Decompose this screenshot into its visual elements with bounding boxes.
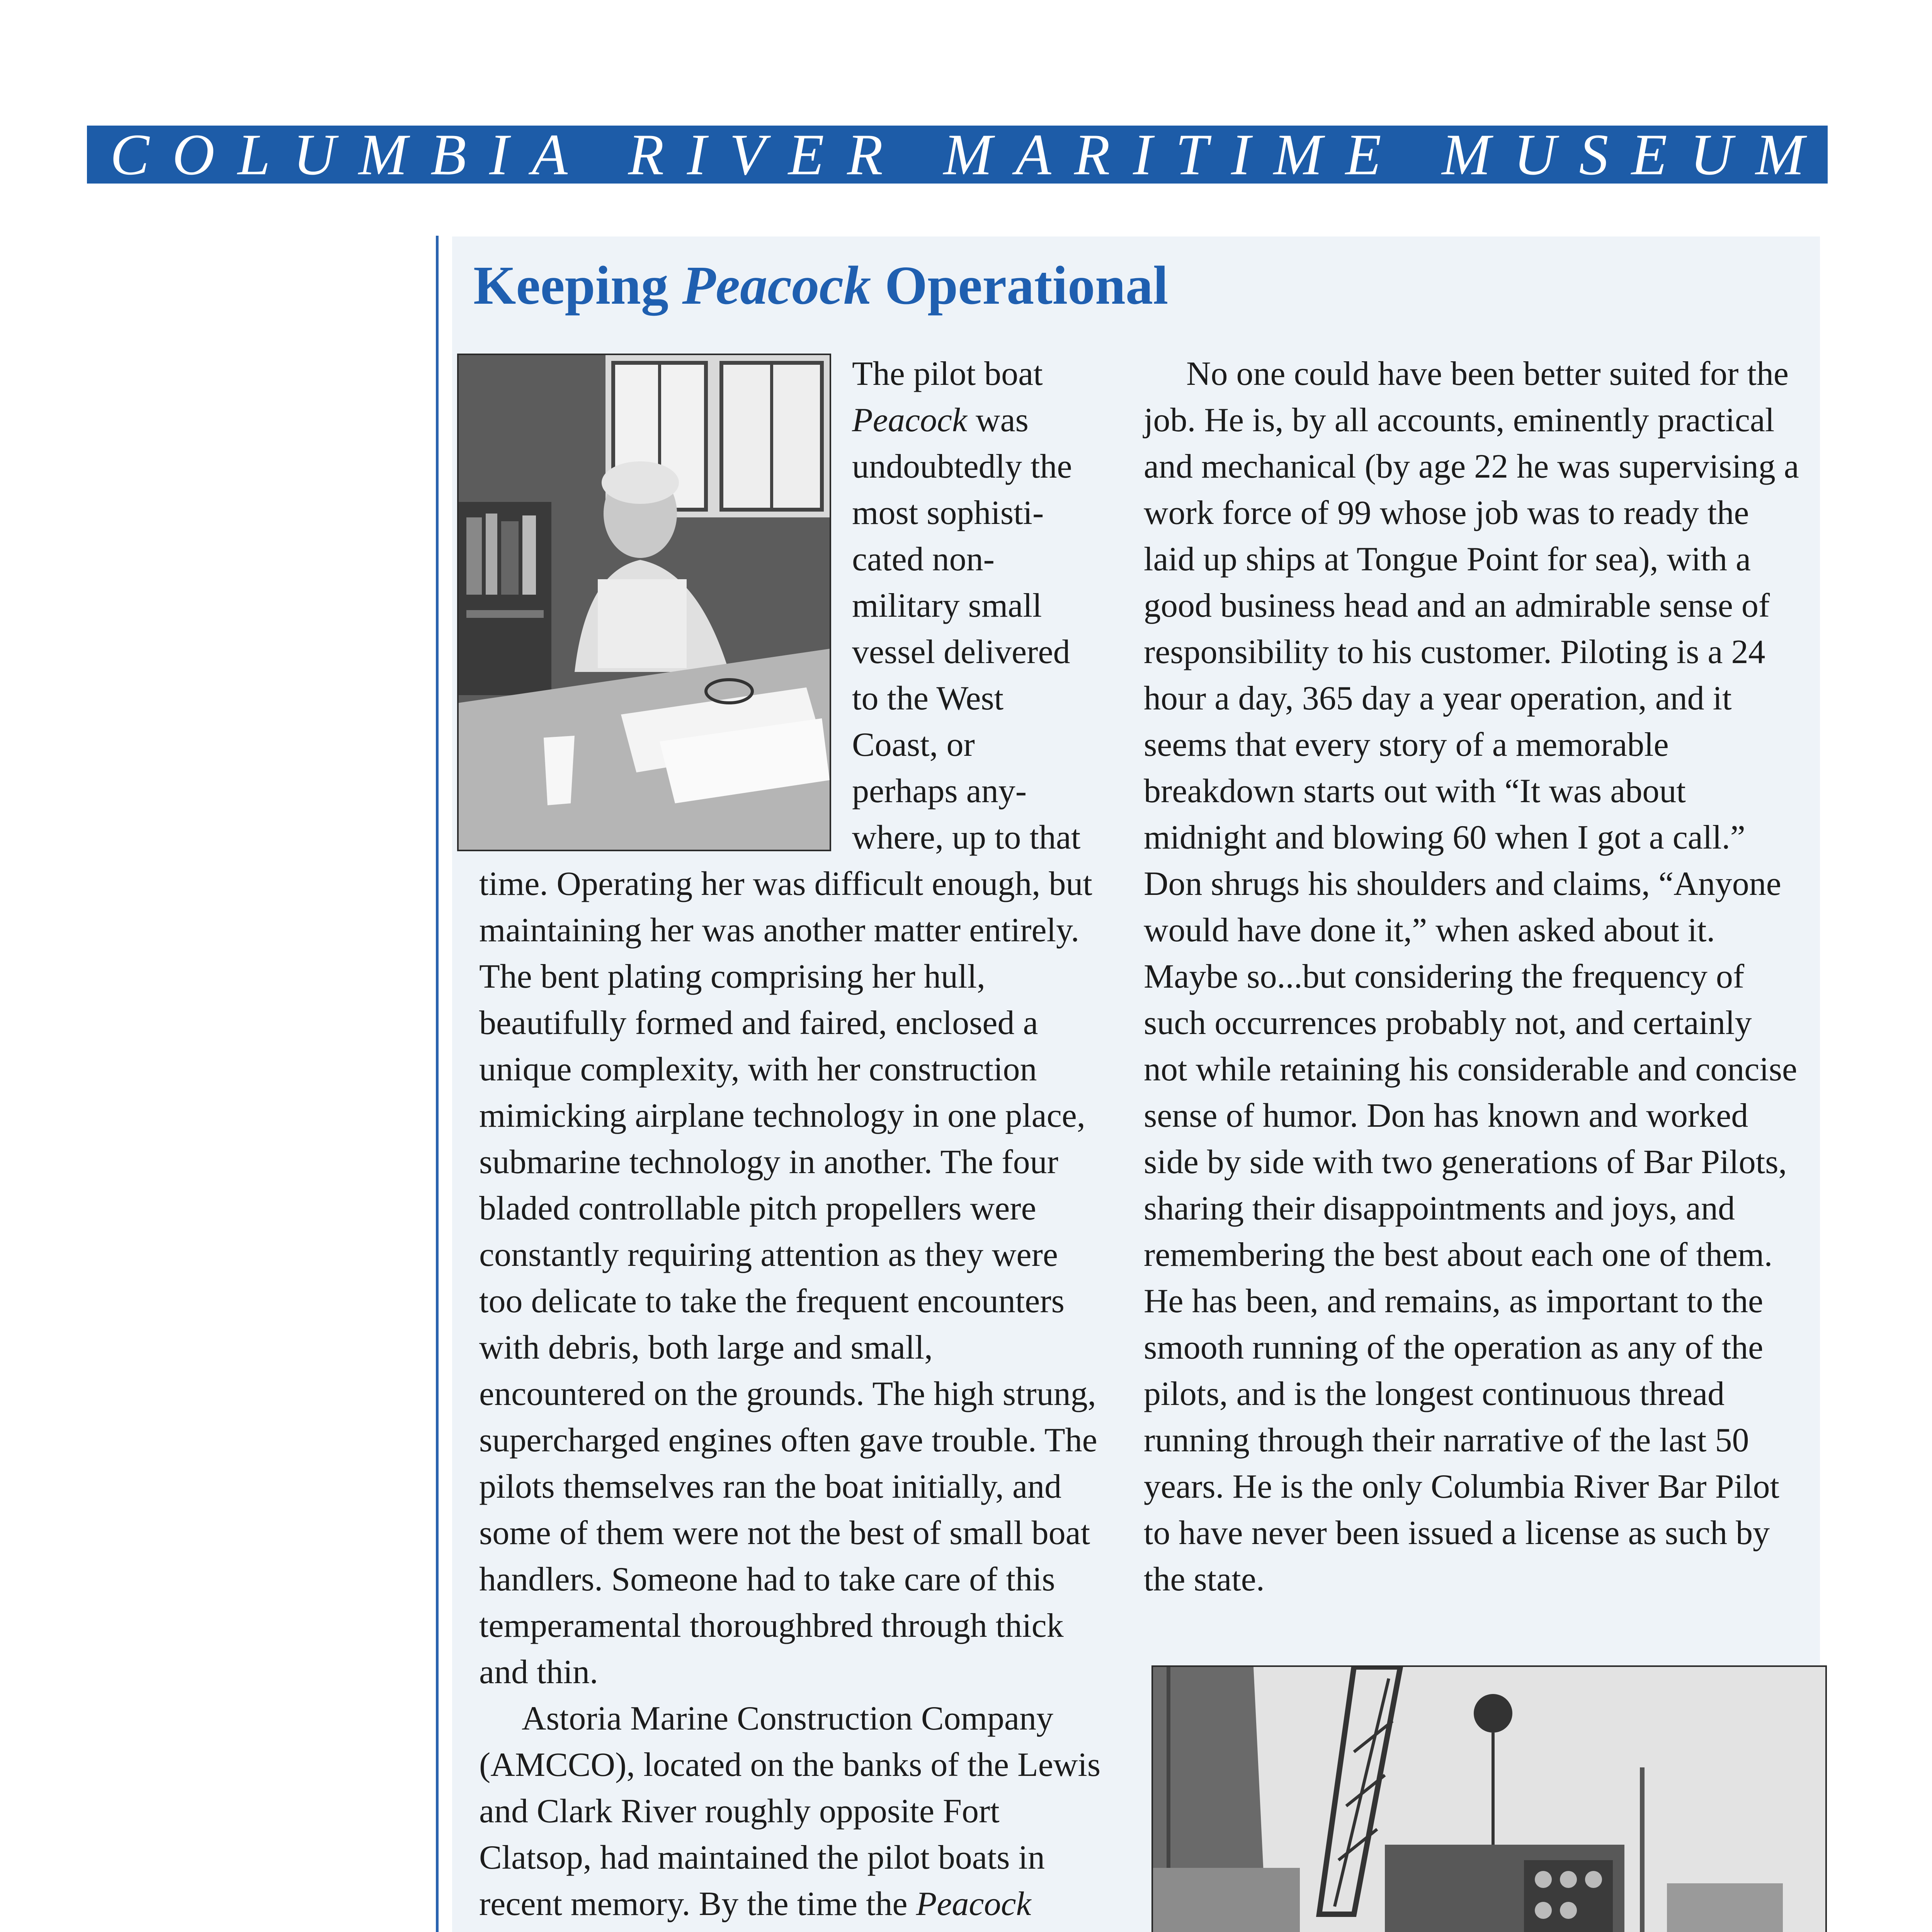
wrap-line	[852, 722, 1103, 768]
wrap-line-text: was	[967, 401, 1029, 439]
wrap-line-text: where, up to that	[852, 819, 1081, 856]
wrap-line-text: most sophisti-	[852, 494, 1044, 532]
right-column-text	[1144, 351, 1801, 1603]
wrap-line	[852, 490, 1103, 536]
masthead-space	[590, 125, 605, 184]
masthead-letter: E	[788, 122, 824, 187]
title-vessel-name: Peacock	[682, 255, 871, 316]
photo-man-at-desk	[457, 354, 831, 851]
right-paragraph: No one could have been better suited for the job. He is, by all accounts, eminently practical and mechanical (by age 22 he was supervising a work force of 99 whose job was to ready the laid up ships at Tongue Point for sea), with a good business head and an admirable sense of responsibility to his customer. Piloting is a 24 hour a day, 365 day a year operation, and it seems that every story of a memorable breakdown starts out with “It was about midnight and blowing 60 when I got a call.” Don shrugs his shoulders and claims, “Anyone would have done it,” when asked about it. Maybe so...but considering the frequency of such occurrences probably not, and certainly not while retaining his considerable and concise sense of humor. Don has known and worked side by side with two generations of Bar Pilots, sharing their disappointments and joys, and remembering the best about each one of them. He has been, and remains, as important to the smooth running of the operation as any of the pilots, and is the longest continuous thread running through their narrative of the last 50 years. He is the only Columbia River Bar Pilot to have never been issued a license as such by the state.	[1144, 355, 1799, 1598]
masthead-letter: R	[628, 122, 664, 187]
masthead-letter: I	[687, 122, 707, 187]
masthead-letter: I	[1231, 122, 1251, 187]
masthead-letter: U	[293, 122, 336, 187]
masthead-space	[1404, 125, 1419, 184]
title-part-2: Operational	[871, 255, 1168, 316]
paragraph-2	[479, 1696, 1105, 1932]
wrap-line-text: Coast, or	[852, 726, 975, 764]
masthead-letter: A	[532, 122, 568, 187]
masthead-letter: C	[110, 122, 150, 187]
masthead-letter: E	[1631, 122, 1667, 187]
masthead-letter: M	[1442, 122, 1491, 187]
title-part-1: Keeping	[473, 255, 682, 316]
wrap-line	[852, 397, 1103, 444]
wrap-line	[852, 629, 1103, 675]
left-column-wrap-text	[852, 351, 1103, 861]
desk-photo-drawing	[459, 355, 830, 850]
vertical-rule	[436, 236, 439, 1932]
wrap-line	[852, 768, 1103, 815]
wrap-line-text: perhaps any-	[852, 772, 1027, 810]
wrap-line-italic: Peacock	[852, 401, 967, 439]
wrap-line-text: to the West	[852, 680, 1004, 717]
paragraph-2-vessel-name-1: Peacock	[916, 1885, 1031, 1923]
masthead-letter: V	[729, 122, 765, 187]
paragraph-2-part-a: Astoria Marine Construction Company (AMCCO), located on the banks of the Lewis and Clark River roughly opposite Fort Clatsop, had maintained the pilot boats in recent memory. By the time the	[479, 1700, 1101, 1923]
masthead-letter: T	[1175, 122, 1208, 187]
masthead-letter: I	[489, 122, 509, 187]
wrap-line-text: military small	[852, 587, 1042, 624]
masthead-banner	[87, 122, 1828, 187]
article-title	[473, 255, 1168, 315]
masthead-letter: O	[172, 122, 215, 187]
masthead-letter: U	[1690, 122, 1733, 187]
masthead-letter: M	[1273, 122, 1323, 187]
wrap-line-text: vessel delivered	[852, 633, 1070, 671]
wrap-line	[852, 536, 1103, 583]
masthead-letter: E	[1345, 122, 1381, 187]
left-column-text	[479, 861, 1105, 1932]
masthead-letter: R	[1074, 122, 1110, 187]
wrap-line	[852, 351, 1103, 397]
masthead-letter: R	[847, 122, 883, 187]
wrap-line-text: The pilot boat	[852, 355, 1043, 393]
masthead-letter: M	[1755, 122, 1804, 187]
masthead-letter: M	[358, 122, 408, 187]
photo-pilot-boat	[1151, 1665, 1827, 1932]
wrap-line-text: undoubtedly the	[852, 448, 1072, 485]
boat-photo-drawing	[1153, 1667, 1825, 1932]
wrap-line	[852, 675, 1103, 722]
masthead-letter: B	[430, 122, 466, 187]
masthead-space	[906, 125, 920, 184]
paragraph-1-continued: time. Operating her was difficult enough, but maintaining her was another matter entirely. The bent plating comprising her hull, beautifully formed and faired, enclosed a unique complexity, with her construction mimicking airplane technology in one place, submarine technology in another. The four bladed controllable pitch propellers were constantly requiring attention as they were too delicate to take the frequent encounters with debris, both large and small, encountered on the grounds. The high strung, supercharged engines often gave trouble. The pilots themselves ran the boat initially, and some of them were not the best of small boat handlers. Someone had to take care of this temperamental thoroughbred through thick and thin.	[479, 865, 1097, 1691]
wrap-line	[852, 444, 1103, 490]
wrap-line	[852, 815, 1103, 861]
masthead-letter: A	[1015, 122, 1051, 187]
masthead-letter: I	[1133, 122, 1153, 187]
masthead-letter: U	[1514, 122, 1556, 187]
masthead-letter: M	[943, 122, 993, 187]
masthead-letter: L	[237, 122, 270, 187]
masthead-letter: S	[1579, 122, 1609, 187]
wrap-line	[852, 583, 1103, 629]
wrap-line-text: cated non-	[852, 541, 995, 578]
